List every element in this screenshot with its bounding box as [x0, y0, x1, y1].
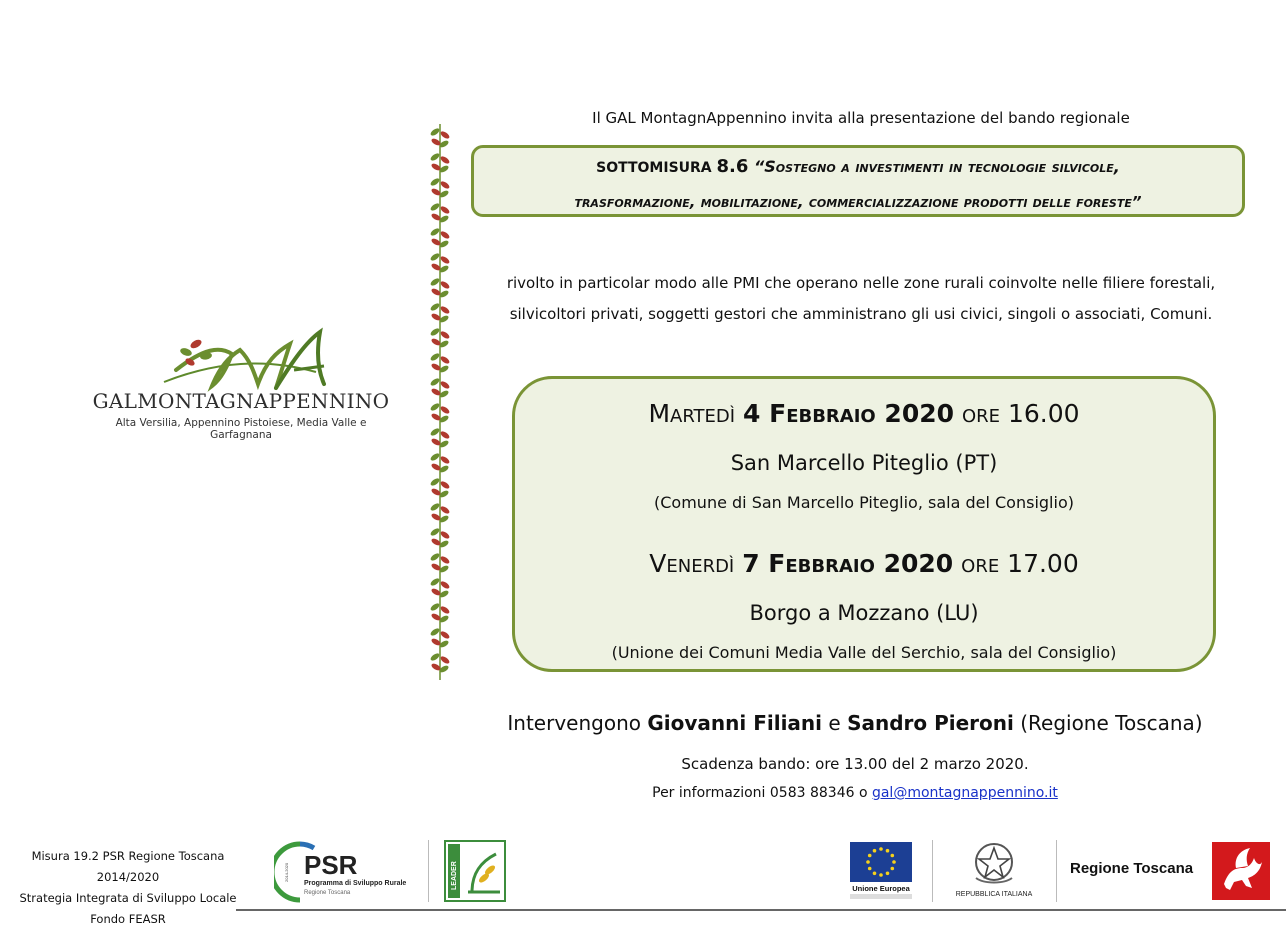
eu-star [866, 860, 870, 864]
events-box [512, 376, 1216, 672]
event-1-venue: (Comune di San Marcello Piteglio, sala del Consiglio) [654, 493, 1074, 512]
footer-divider [932, 840, 933, 902]
eu-star [879, 873, 883, 877]
eu-star [873, 872, 877, 876]
eu-flag-logo [848, 840, 914, 902]
email-link[interactable]: gal@montagnappennino.it [871, 785, 1058, 801]
deadline-text: Scadenza bando: ore 13.00 del 2 marzo 2020. [681, 755, 1029, 773]
gal-logo-tagline: Alta Versilia, Appennino Pistoiese, Media Valle e Garfagnana [115, 417, 367, 441]
regione-toscana-pegasus-icon [1212, 842, 1270, 900]
eu-star [886, 872, 890, 876]
eu-star [891, 854, 895, 858]
eu-star [886, 849, 890, 853]
footer-text: Misura 19.2 PSR Regione Toscana 2014/2020 Strategia Integrata di Sviluppo Locale Fondo FEASR [19, 849, 237, 926]
eu-star [892, 860, 896, 864]
event-1-date: Martedì 4 Febbraio 2020 ore 16.00 [648, 399, 1080, 428]
regione-toscana-label: Regione Toscana [1070, 860, 1194, 877]
measure-prefix: SOTTOMISURA [596, 160, 717, 176]
measure-title-part1: “Sostegno a investimenti in tecnologie silvicole, [748, 157, 1120, 176]
footer-divider [428, 840, 429, 902]
audience-line1: rivolto in particolar modo alle PMI che operano nelle zone rurali coinvolte nelle filiere forestali, [506, 274, 1216, 292]
audience-text [480, 268, 1242, 330]
leaf-vine-decoration [428, 124, 452, 680]
footer-divider [1056, 840, 1057, 902]
measure-number: 8.6 [716, 156, 749, 177]
svg-text:2014-2020: 2014-2020 [284, 862, 289, 882]
repubblica-italiana-emblem [946, 838, 1042, 902]
svg-text:LEADER: LEADER [451, 861, 458, 890]
svg-text:PSR: PSR [304, 850, 358, 880]
eu-star [868, 854, 872, 858]
eu-star [891, 867, 895, 871]
measure-title-box [471, 145, 1245, 217]
speaker-2: Sandro Pieroni [847, 711, 1014, 735]
event-2-venue: (Unione dei Comuni Media Valle del Serchio, sala del Consiglio) [611, 643, 1117, 662]
audience-line2: silvicoltori privati, soggetti gestori che amministrano gli usi civici, singoli o associati, Comuni. [509, 305, 1213, 323]
measure-title-line2: trasformazione, mobilitazione, commercializzazione prodotti delle foreste” [574, 193, 1142, 211]
event-2-date: Venerdì 7 Febbraio 2020 ore 17.00 [649, 549, 1079, 578]
speaker-1: Giovanni Filiani [647, 711, 823, 735]
info-line: Per informazioni 0583 88346 o gal@montagnappennino.it [652, 785, 1058, 801]
gal-logo-name: GALMONTAGNAPPENNINO [92, 389, 390, 413]
measure-title-line1 [474, 156, 1242, 177]
svg-text:Programma di Sviluppo Rurale: Programma di Sviluppo Rurale [304, 880, 407, 887]
svg-text:Unione Europea: Unione Europea [852, 884, 910, 893]
psr-logo [274, 838, 414, 904]
event-2-place: Borgo a Mozzano (LU) [749, 601, 979, 625]
eu-star [868, 867, 872, 871]
eu-star [873, 849, 877, 853]
speakers-line: Intervengono Giovanni Filiani e Sandro Pieroni (Regione Toscana) [507, 711, 1203, 735]
footer-rule [236, 909, 1286, 911]
leader-logo [444, 840, 506, 902]
eu-star [879, 847, 883, 851]
svg-text:Regione Toscana: Regione Toscana [304, 890, 351, 896]
svg-text:REPUBBLICA ITALIANA: REPUBBLICA ITALIANA [955, 891, 1033, 898]
intro-text: Il GAL MontagnAppennino invita alla presentazione del bando regionale [592, 109, 1130, 127]
event-1-place: San Marcello Piteglio (PT) [730, 451, 998, 475]
